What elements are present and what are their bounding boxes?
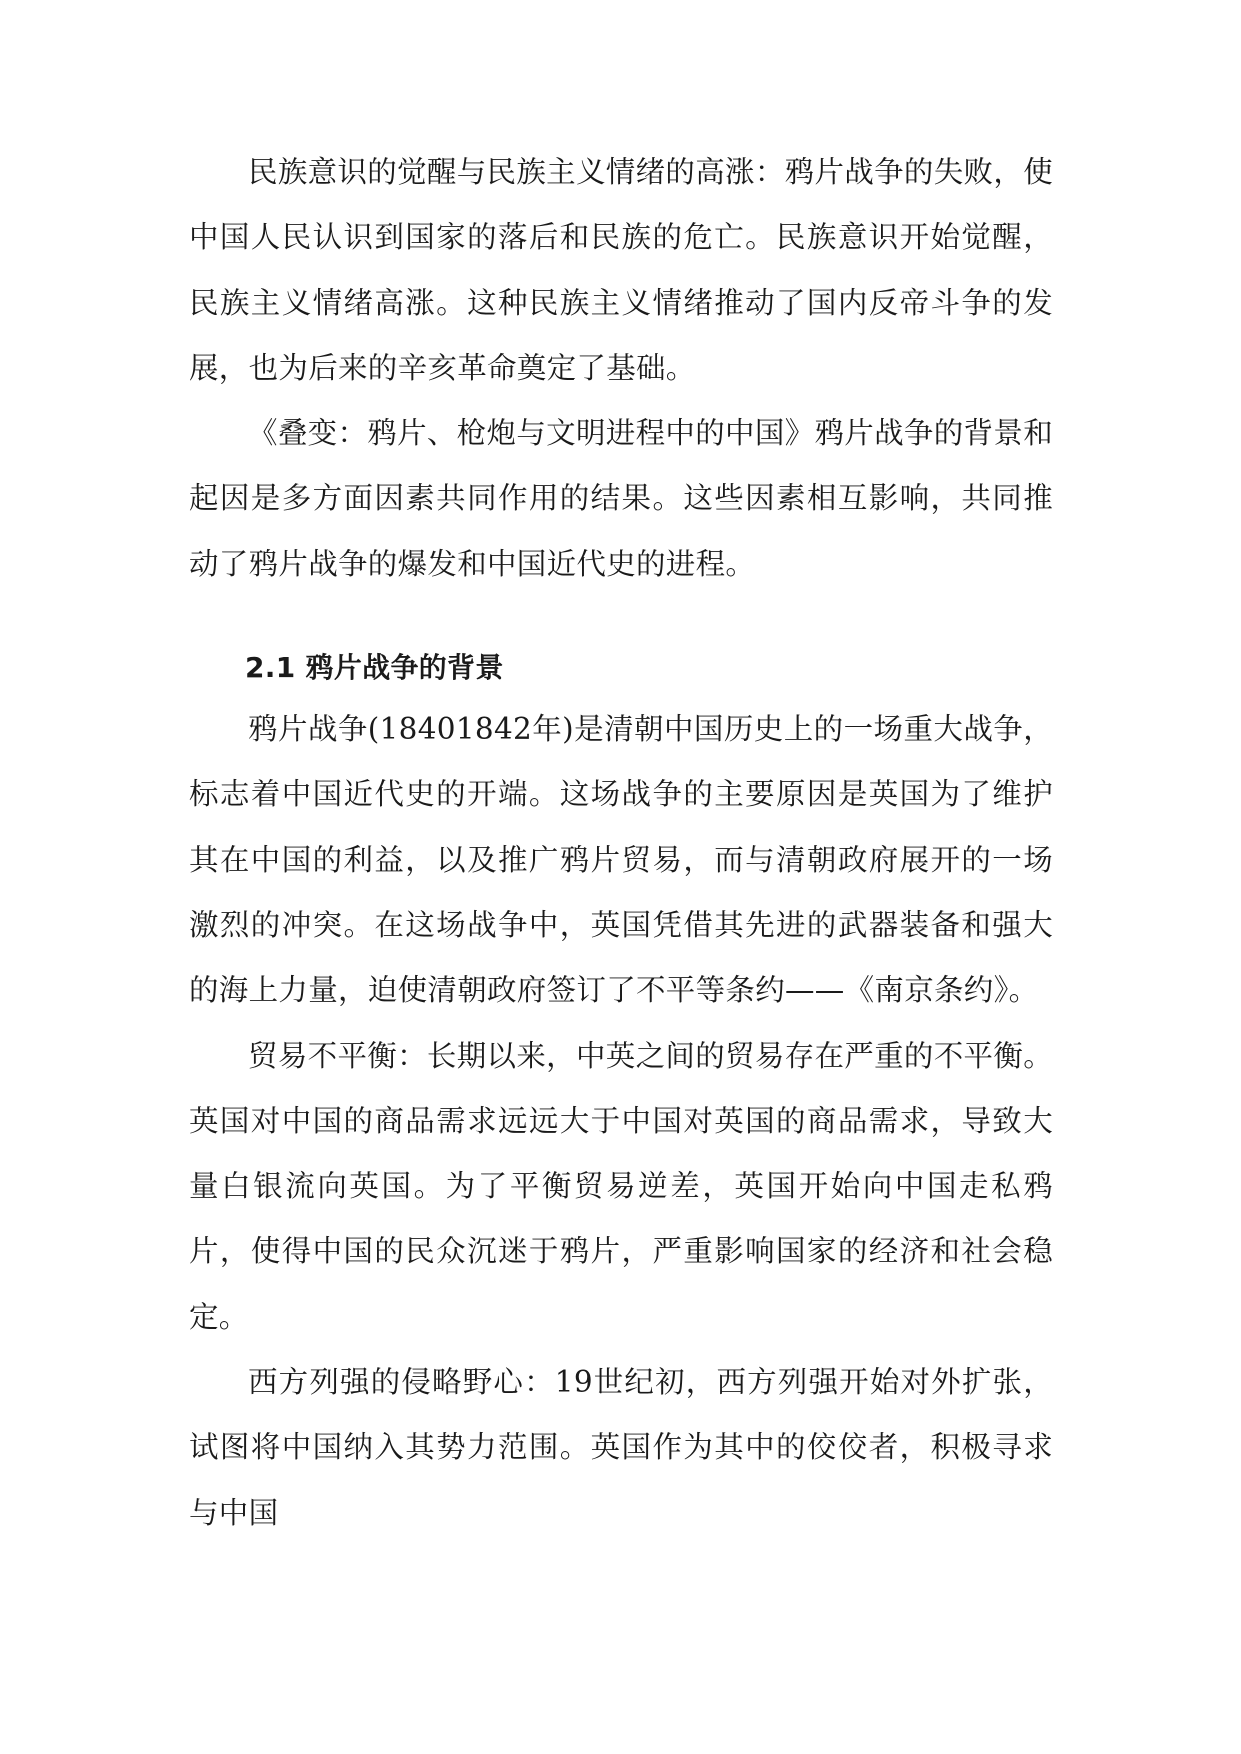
paragraph-book-summary: 《叠变：鸦片、枪炮与文明进程中的中国》鸦片战争的背景和起因是多方面因素共同作用的结果。这些因素相互影响，共同推动了鸦片战争的爆发和中国近代史的进程。 <box>189 416 1053 581</box>
section-heading: 2.1 鸦片战争的背景 <box>245 651 504 685</box>
paragraph-western-ambition: 西方列强的侵略野心：19世纪初，西方列强开始对外扩张，试图将中国纳入其势力范围。英国作为其中的佼佼者，积极寻求与中国 <box>189 1365 1053 1530</box>
paragraph-opium-war-overview: 鸦片战争(18401842年)是清朝中国历史上的一场重大战争，标志着中国近代史的开端。这场战争的主要原因是英国为了维护其在中国的利益，以及推广鸦片贸易，而与清朝政府展开的一场激烈的冲突。在这场战争中，英国凭借其先进的武器装备和强大的海上力量，迫使清朝政府签订了不平等条约——《南京条约》。 <box>189 712 1053 1008</box>
paragraph-trade-imbalance: 贸易不平衡：长期以来，中英之间的贸易存在严重的不平衡。英国对中国的商品需求远远大于中国对英国的商品需求，导致大量白银流向英国。为了平衡贸易逆差，英国开始向中国走私鸦片，使得中国的民众沉迷于鸦片，严重影响国家的经济和社会稳定。 <box>189 1038 1053 1334</box>
document-body <box>189 140 1053 1546</box>
paragraph-national-awakening: 民族意识的觉醒与民族主义情绪的高涨：鸦片战争的失败，使中国人民认识到国家的落后和民族的危亡。民族意识开始觉醒，民族主义情绪高涨。这种民族主义情绪推动了国内反帝斗争的发展，也为后来的辛亥革命奠定了基础。 <box>189 155 1053 385</box>
